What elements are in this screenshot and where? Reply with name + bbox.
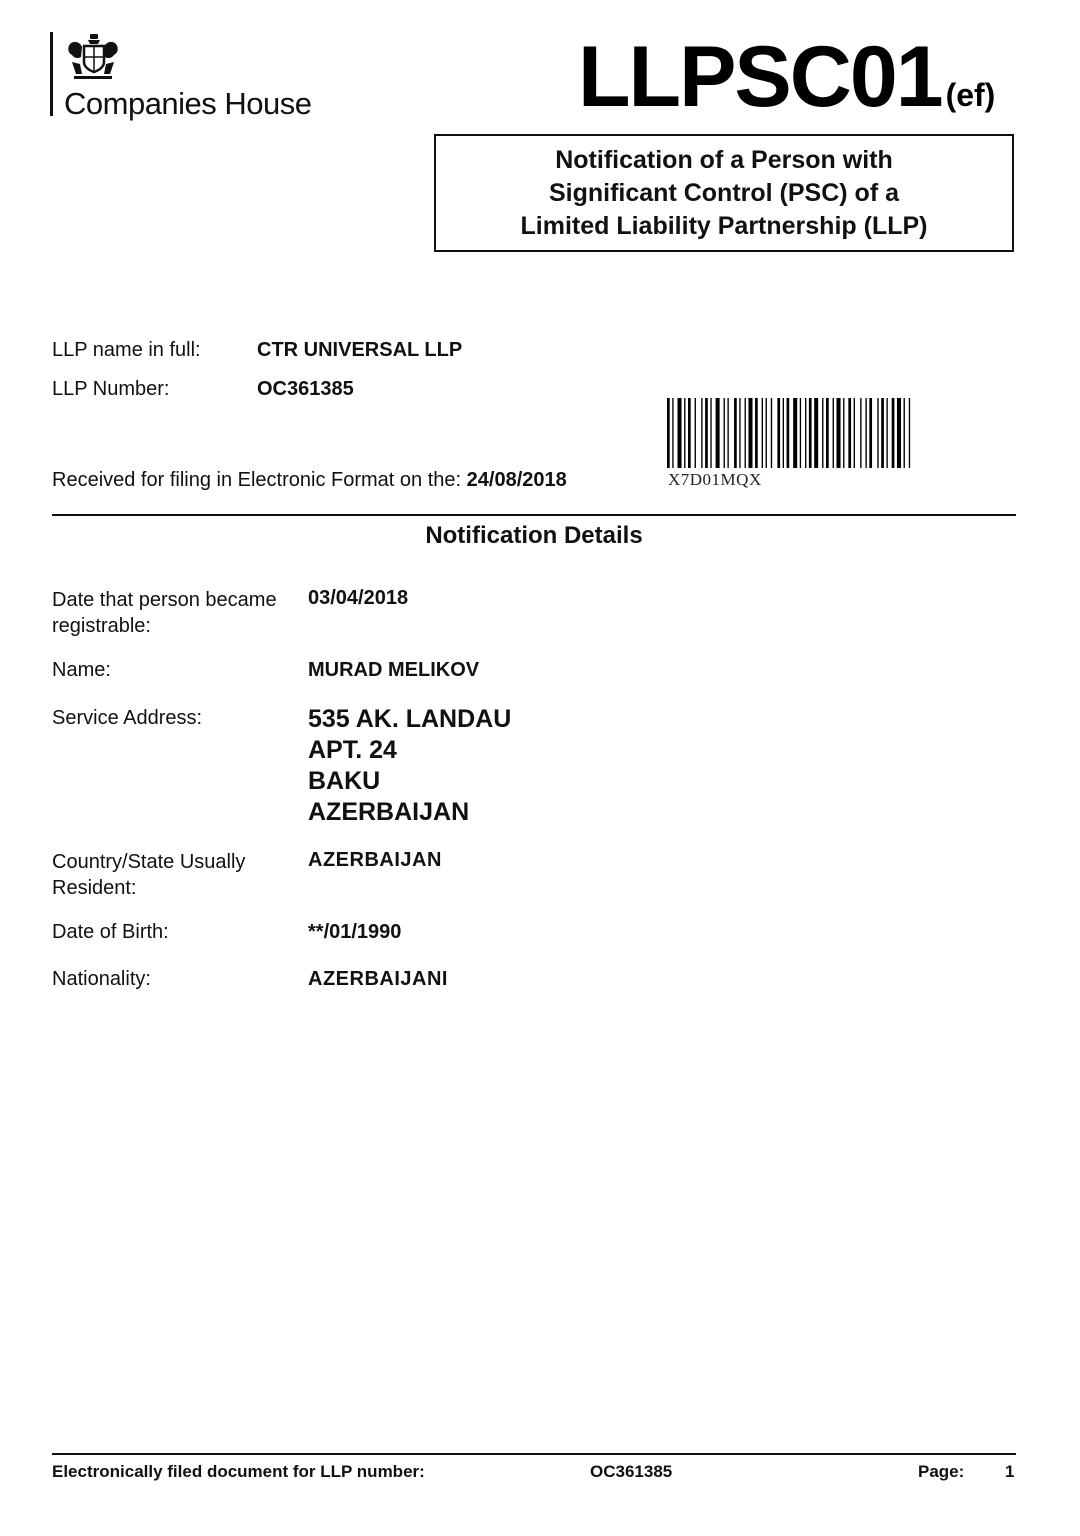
service-address-value	[308, 704, 511, 828]
barcode-bar	[667, 398, 670, 468]
barcode-bar	[904, 398, 905, 468]
barcode-bar	[909, 398, 910, 468]
barcode-bar	[688, 398, 691, 468]
logo-rule	[50, 32, 53, 116]
barcode-bar	[787, 398, 790, 468]
llp-name-label: LLP name in full:	[52, 339, 201, 361]
barcode-bar	[724, 398, 725, 468]
form-title-box	[434, 134, 1014, 252]
barcode-bar	[705, 398, 708, 468]
barcode-bar	[739, 398, 740, 468]
llp-name-value: CTR UNIVERSAL LLP	[257, 339, 463, 361]
barcode-bar	[734, 398, 737, 468]
barcode-bar	[886, 398, 887, 468]
barcode-bar	[854, 398, 855, 468]
barcode-bar	[771, 398, 772, 468]
form-code	[578, 28, 995, 127]
received-label: Received for filing in Electronic Format on the:	[52, 469, 462, 491]
llp-number-value: OC361385	[257, 378, 354, 400]
residence-label-line: Resident:	[52, 877, 137, 899]
barcode-bar	[745, 398, 746, 468]
address-line: APT. 24	[308, 736, 397, 764]
barcode-bar	[837, 398, 841, 468]
barcode-bar	[860, 398, 861, 468]
barcode-bar	[695, 398, 696, 468]
barcode-bar	[755, 398, 758, 468]
barcode-bar	[865, 398, 866, 468]
person-name-label: Name:	[52, 659, 111, 681]
royal-crest-icon	[64, 32, 122, 82]
person-name-value: MURAD MELIKOV	[308, 659, 480, 681]
companies-house-logo	[50, 32, 350, 122]
barcode-bar	[826, 398, 829, 468]
form-title	[489, 144, 959, 243]
barcode-bar	[793, 398, 797, 468]
footer-divider	[52, 1453, 1016, 1455]
barcode-bar	[892, 398, 895, 468]
barcode-bar	[766, 398, 767, 468]
form-title-line: Limited Liability Partnership (LLP)	[520, 211, 928, 240]
address-line: BAKU	[308, 767, 381, 795]
barcode-bar	[877, 398, 878, 468]
footer-label: Electronically filed document for LLP number:	[52, 1462, 425, 1481]
registrable-date-value: 03/04/2018	[308, 587, 409, 609]
registrable-date-label	[52, 587, 277, 639]
barcode-image	[667, 398, 1007, 468]
barcode-bar	[848, 398, 851, 468]
barcode-bar	[822, 398, 823, 468]
barcode-bar	[748, 398, 752, 468]
form-title-line: Significant Control (PSC) of a	[549, 178, 899, 207]
barcode-bar	[777, 398, 780, 468]
barcode-bar	[897, 398, 901, 468]
nationality-label: Nationality:	[52, 968, 151, 990]
received-line	[52, 469, 567, 492]
llp-number-label: LLP Number:	[52, 378, 170, 400]
form-code-suffix: (ef)	[945, 77, 996, 113]
barcode-bar	[814, 398, 818, 468]
barcode-bar	[881, 398, 884, 468]
registrable-label-line: Date that person became	[52, 589, 277, 611]
brand-name: Companies House	[64, 86, 312, 121]
footer-llp-number: OC361385	[590, 1462, 673, 1481]
barcode-bar	[684, 398, 685, 468]
barcode-bar	[716, 398, 720, 468]
barcode-bar	[762, 398, 763, 468]
received-date: 24/08/2018	[466, 469, 567, 491]
form-code-main: LLPSC01	[578, 29, 942, 125]
section-heading: Notification Details	[425, 522, 643, 549]
residence-label	[52, 849, 245, 901]
residence-value: AZERBAIJAN	[308, 849, 442, 871]
barcode-bar	[783, 398, 784, 468]
barcode-bar	[809, 398, 812, 468]
barcode-bar	[710, 398, 711, 468]
barcode-bar	[843, 398, 844, 468]
date-of-birth-value: **/01/1990	[308, 921, 402, 943]
barcode-bar	[727, 398, 728, 468]
barcode-bar	[800, 398, 801, 468]
section-divider	[52, 514, 1016, 516]
residence-label-line: Country/State Usually	[52, 851, 246, 873]
address-line: AZERBAIJAN	[308, 798, 470, 826]
footer-page-number: 1	[1005, 1462, 1015, 1481]
registrable-label-line: registrable:	[52, 615, 151, 637]
barcode-text: X7D01MQX	[668, 470, 762, 489]
barcode-bar	[805, 398, 806, 468]
footer-page-label: Page:	[918, 1462, 965, 1481]
barcode-bar	[678, 398, 682, 468]
barcode-bar	[869, 398, 872, 468]
service-address-label: Service Address:	[52, 707, 203, 729]
barcode-bar	[833, 398, 834, 468]
address-line: 535 AK. LANDAU	[308, 705, 512, 733]
date-of-birth-label: Date of Birth:	[52, 921, 169, 943]
barcode-bar	[701, 398, 702, 468]
barcode-bar	[672, 398, 673, 468]
nationality-value: AZERBAIJANI	[308, 968, 448, 990]
form-title-line: Notification of a Person with	[555, 145, 893, 174]
